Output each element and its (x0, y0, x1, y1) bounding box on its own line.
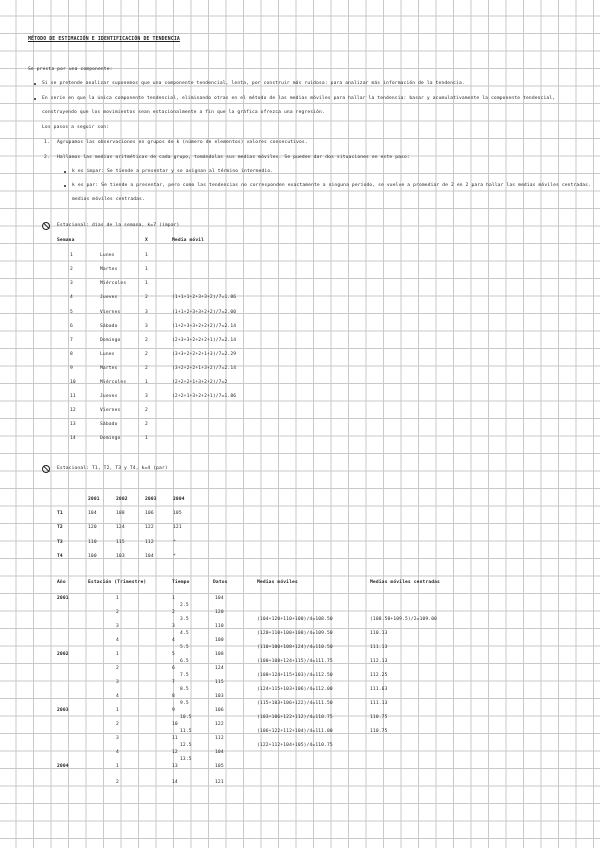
table-cell: Miércoles (100, 281, 127, 287)
table-cell: 105 (173, 511, 182, 517)
page-title: MÉTODO DE ESTIMACIÓN E IDENTIFICACIÓN DE TENDENCIA (28, 37, 180, 42)
table-cell: 2 (145, 295, 148, 301)
sub-step-1: k es impar: Se tiende a presentar y se asignan al término intermedio. (72, 169, 274, 174)
table-cell: 1 (116, 652, 119, 657)
table-cell: 1 (172, 596, 175, 601)
table-cell: 5.5 (180, 645, 189, 650)
table-cell: 4 (172, 638, 175, 643)
table-cell: 108 (116, 511, 125, 517)
table-cell: Martes (100, 365, 118, 371)
note-icon (42, 465, 50, 473)
bullet-dot (34, 98, 36, 100)
table-cell: (124+115+103+106)/4=112.00 (257, 687, 333, 692)
table-cell: 2 (145, 408, 148, 414)
table-cell: 1 (116, 596, 119, 601)
table-cell: 111.13 (370, 701, 388, 706)
intro-text: Se presta por una componente: (28, 67, 113, 72)
table-cell: 120 (88, 525, 97, 531)
table-header-cell: 2003 (145, 497, 157, 502)
step-1: Agrupamos las observaciones en grupos de k (número de elementos) valores consecutivos. (57, 140, 308, 145)
table-cell: 1 (116, 708, 119, 713)
bullet-dot (34, 83, 36, 85)
bullet-dot (64, 171, 66, 173)
table-cell: 11 (172, 736, 178, 741)
table-cell: 112.13 (370, 659, 388, 664)
table-cell: 14 (172, 780, 178, 785)
table-cell: 112 (145, 539, 154, 545)
table-cell: (104+120+110+100)/4=108.50 (257, 617, 333, 622)
table-header-cell: Semana (57, 238, 75, 243)
table-cell: 10.5 (180, 715, 192, 720)
table-cell: (120+110+100+108)/4=109.50 (257, 631, 333, 636)
table-cell: 112.25 (370, 673, 388, 678)
table-cell: 3 (172, 624, 175, 629)
table-cell: 122 (215, 722, 224, 727)
step-2: Hallamos las medias aritméticas de cada grupo, tomándolas sus medias móviles. Se pueden dar dos situaciones en este paso: (57, 155, 410, 160)
table-header-cell: Media móvil (172, 238, 205, 243)
table-cell: 120 (215, 610, 224, 615)
table-cell: (3+2+2+2+1+3+2)/7=2.14 (172, 365, 237, 371)
table-cell: (2+2+1+3+2+2+1)/7=1.86 (172, 394, 237, 400)
table-cell: Jueves (100, 295, 118, 301)
table-header-cell: Datos (213, 580, 228, 585)
table-cell: 111.13 (370, 645, 388, 650)
table-cell: T1 (57, 511, 63, 517)
table-cell: 13.5 (180, 757, 192, 762)
table-cell: Miércoles (100, 380, 127, 385)
table-cell: (108.50+109.5)/2=109.00 (370, 617, 438, 622)
table-cell: 115 (215, 680, 224, 685)
table-header-cell: Tiempo (172, 580, 190, 585)
sub-step-2-cont: medias móviles centradas. (72, 197, 145, 202)
table-cell: 6.5 (180, 659, 189, 664)
table-cell: 3 (116, 680, 119, 685)
table-cell: 3 (145, 323, 148, 329)
table-header-cell: 2001 (88, 497, 100, 502)
table-cell: 104 (88, 511, 97, 517)
table-cell: Jueves (100, 394, 118, 400)
table-cell: Lunes (100, 253, 115, 259)
table-cell: 105 (215, 764, 224, 769)
bullet-text-2: En serie en que la única componente tendencial, eliminando otras en el método de las medias móviles para hallar la tendencia: basar y acumulativamente la componente tendencial, (42, 96, 556, 101)
steps-intro: Los pasos a seguir son: (42, 125, 110, 130)
table-cell: 3 (116, 624, 119, 629)
table-cell: 1 (145, 281, 148, 287)
table-cell: 2 (172, 610, 175, 615)
note-2: Estacional: T1, T2, T3 y T4, k=4 (par) (57, 466, 168, 471)
table-cell: Sábado (100, 323, 118, 329)
table-cell: 14 (70, 436, 76, 442)
table-cell: 10 (172, 722, 178, 727)
bullet-text-1: Si se pretende analizar suponemos que una componente tendencial, lenta, por construir más ruidosa: para analizar más información de la tendencia. (42, 81, 465, 86)
table-cell: 2 (145, 351, 148, 357)
table-cell: 1 (145, 436, 148, 442)
table-cell: 7.5 (180, 673, 189, 678)
table-cell: 5 (70, 309, 73, 315)
table-cell: Domingo (100, 337, 121, 343)
table-cell: Domingo (100, 436, 121, 442)
table-cell: 100 (88, 553, 97, 559)
table-cell: 9 (70, 365, 73, 371)
table-cell: 2002 (57, 652, 69, 657)
table-cell: 1 (145, 267, 148, 273)
table-cell: 121 (215, 780, 224, 785)
table-cell: 3.5 (180, 617, 189, 622)
table-cell: Sábado (100, 422, 118, 428)
table-cell: 110 (88, 539, 97, 545)
table-header-cell: Año (57, 580, 66, 585)
table-cell: 121 (173, 525, 182, 531)
table-cell: 4 (116, 694, 119, 699)
table-cell: 11 (70, 394, 76, 400)
table-cell: (110+100+108+124)/4=110.50 (257, 645, 333, 650)
table-cell: 4 (116, 638, 119, 643)
table-cell: Martes (100, 267, 118, 273)
table-cell: 124 (215, 666, 224, 671)
table-cell: (100+108+124+115)/4=111.75 (257, 659, 333, 664)
table-cell: 12 (172, 750, 178, 755)
bullet-dot (64, 185, 66, 187)
table-cell: 4 (116, 750, 119, 755)
table-cell: 13 (70, 422, 76, 428)
table-cell: 111.63 (370, 687, 388, 692)
table-cell: 1 (145, 380, 148, 385)
table-cell: 4.5 (180, 631, 189, 636)
table-cell: 3 (145, 309, 148, 315)
table-cell: 8 (172, 694, 175, 699)
table-cell: (122+112+104+105)/4=110.75 (257, 743, 333, 748)
table-cell: T4 (57, 553, 63, 559)
table-cell: 2001 (57, 596, 69, 601)
table-cell: 106 (145, 511, 154, 517)
table-cell: 103 (116, 553, 125, 559)
table-cell: 9 (172, 708, 175, 713)
table-cell: 104 (215, 750, 224, 755)
table-header-cell: Medias móviles (257, 580, 298, 585)
table-cell: 2 (116, 610, 119, 615)
table-cell: 2 (145, 422, 148, 428)
table-cell: 3 (70, 281, 73, 287)
step-number: 1. (44, 140, 50, 145)
table-cell: 7 (70, 337, 73, 343)
table-cell: 7 (172, 680, 175, 685)
table-cell: 103 (215, 694, 224, 699)
table-cell: Viernes (100, 309, 121, 315)
table-cell: 104 (145, 553, 154, 559)
table-cell: 110.75 (370, 715, 388, 720)
table-cell: 6 (172, 666, 175, 671)
table-cell: 12.5 (180, 743, 192, 748)
table-cell: 12 (70, 408, 76, 414)
table-header-cell: X (145, 238, 148, 243)
sub-step-2: k es par: Se tiende a presentar, pero como las tendencias no corresponden exactamente a ninguna período, se vuelve a promediar de 2 en 2 para hallar las medias móviles centradas. (72, 183, 591, 188)
table-cell: 100 (215, 638, 224, 643)
bullet-text-2b: construyendo que los movimientos sean estacionalmente a fin que la gráfica ofrezca una regresión. (42, 110, 325, 115)
table-cell: 110 (215, 624, 224, 629)
table-cell: (108+124+115+103)/4=112.50 (257, 673, 333, 678)
table-cell: 115 (116, 539, 125, 545)
table-cell: (106+122+112+104)/4=111.00 (257, 729, 333, 734)
note-1: Estacional: días de la semana, k=7 (impar) (57, 223, 180, 228)
table-cell: 8 (70, 351, 73, 357)
table-cell: 124 (116, 525, 125, 531)
table-header-cell: Medias móviles centradas (370, 580, 440, 585)
table-cell: 112 (215, 736, 224, 741)
table-cell: 2 (116, 722, 119, 727)
table-cell: T3 (57, 539, 63, 545)
table-cell: 2 (116, 780, 119, 785)
table-cell: Lunes (100, 351, 115, 357)
table-cell: 122 (145, 525, 154, 531)
table-cell: (103+106+122+112)/4=110.75 (257, 715, 333, 720)
table-header-cell: 2002 (116, 497, 128, 502)
table-cell: 106 (215, 708, 224, 713)
table-cell: 2 (70, 267, 73, 273)
table-cell: 8.5 (180, 687, 189, 692)
table-cell: 2 (145, 365, 148, 371)
table-cell: 3 (145, 394, 148, 400)
step-number: 2. (44, 155, 50, 160)
table-cell: * (173, 553, 176, 559)
table-cell: (2+2+2+1+3+2+2)/7=2 (172, 380, 228, 385)
table-cell: (1+2+3+3+2+2+2)/7=2.14 (172, 323, 237, 329)
table-cell: T2 (57, 525, 63, 531)
table-cell: 110.75 (370, 729, 388, 734)
table-cell: 11.5 (180, 729, 192, 734)
table-cell: 9.5 (180, 701, 189, 706)
note-icon (42, 222, 50, 230)
table-cell: (1+1+2+3+3+2+2)/7=2.00 (172, 309, 237, 315)
table-cell: 2004 (57, 764, 69, 769)
table-cell: 108 (215, 652, 224, 657)
table-cell: 104 (215, 596, 224, 601)
table-header-cell: 2004 (173, 497, 185, 502)
table-cell: 4 (70, 295, 73, 301)
table-cell: 3 (116, 736, 119, 741)
table-cell: 13 (172, 764, 178, 769)
table-cell: 2 (116, 666, 119, 671)
table-header-cell: Estación (Trimestre) (88, 580, 147, 585)
table-cell: Viernes (100, 408, 121, 414)
table-cell: (3+3+2+2+2+1+3)/7=2.29 (172, 351, 237, 357)
table-cell: 2 (145, 337, 148, 343)
table-cell: 1 (116, 764, 119, 769)
table-cell: * (173, 539, 176, 545)
table-cell: (115+103+106+122)/4=111.50 (257, 701, 333, 706)
table-cell: 5 (172, 652, 175, 657)
table-cell: 2003 (57, 708, 69, 713)
table-cell: 10 (70, 380, 76, 385)
table-cell: (1+1+1+2+3+3+2)/7=1.86 (172, 295, 237, 301)
table-cell: 110.13 (370, 631, 388, 636)
table-cell: 2.5 (180, 603, 189, 608)
table-cell: 1 (70, 253, 73, 259)
table-cell: 6 (70, 323, 73, 329)
table-cell: 1 (145, 253, 148, 259)
table-cell: (2+3+3+2+2+2+1)/7=2.14 (172, 337, 237, 343)
